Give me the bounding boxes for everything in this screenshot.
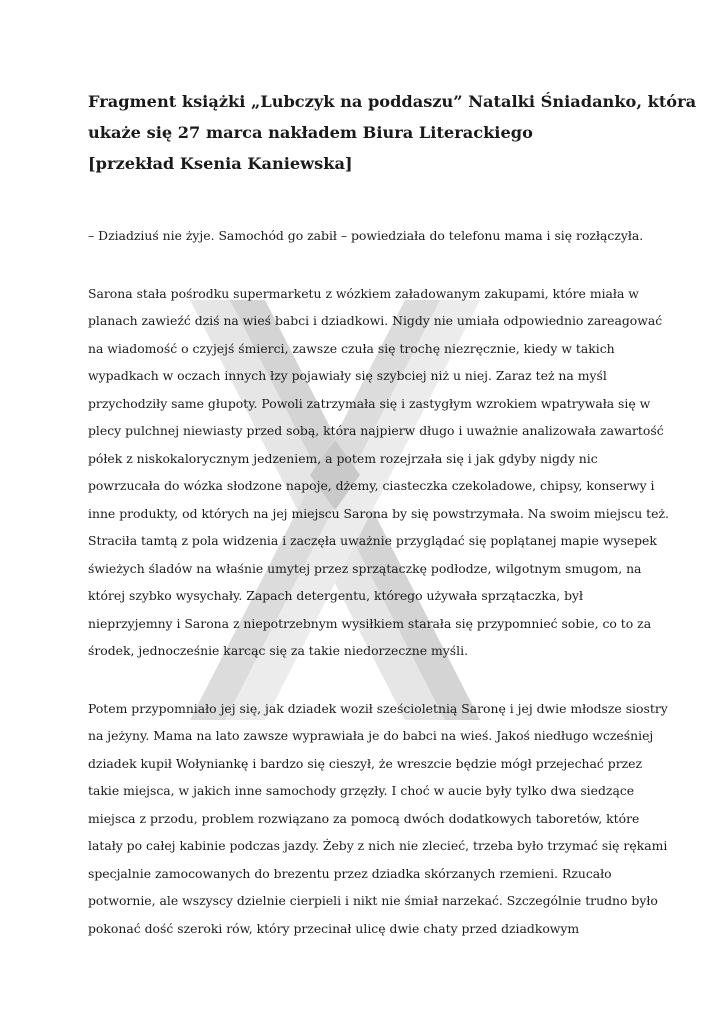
text-line: specjalnie zamocowanych do brezentu przez dziadka skórzanych rzemieni. Rzucało <box>88 865 612 881</box>
text-line: plecy pulchnej niewiasty przed sobą, która najpierw długo i uważnie analizowała zawartość <box>88 423 664 438</box>
title-line: ukaże się 27 marca nakładem Biura Literackiego <box>88 123 533 142</box>
paragraph-3 <box>88 695 668 943</box>
text-line: nieprzyjemny i Sarona z niepotrzebnym wysiłkiem starała się przypomnieć sobie, co to za <box>88 615 652 631</box>
text-line: Potem przypomniało jej się, jak dziadek woził sześcioletnią Saronę i jej dwie młodsze siostry <box>88 700 668 716</box>
text-line: potwornie, ale wszyscy dzielnie cierpieli i nikt nie śmiał narzekać. Szczególnie trudno było <box>88 893 658 908</box>
document-title <box>88 86 697 179</box>
document-page <box>88 86 697 942</box>
text-line: miejsca z przodu, problem rozwiązano za pomocą dwóch dodatkowych taboretów, które <box>88 810 640 826</box>
text-line: Straciła tamtą z pola widzenia i zaczęła uważnie przyglądać się poplątanej mapie wysepek <box>88 533 657 548</box>
text-line: środek, jednocześnie karcąc się za takie niedorzeczne myśli. <box>88 643 469 658</box>
text-line: inne produkty, od których na jej miejscu Sarona by się powstrzymała. Na swoim miejscu też. <box>88 505 669 521</box>
text-line: przychodziły same głupoty. Powoli zatrzymała się i zastygłym wzrokiem wpatrywała się w <box>88 395 651 411</box>
text-line: świeżych śladów na właśnie umytej przez sprzątaczkę podłodze, wilgotnym smugom, na <box>88 560 642 576</box>
text-line: półek z niskokalorycznym jedzeniem, a potem rozejrzała się i jak gdyby nigdy nic <box>88 450 598 466</box>
text-line: powrzucała do wózka słodzone napoje, dżemy, ciasteczka czekoladowe, chipsy, konserwy i <box>88 478 655 493</box>
text-line: – Dziadziuś nie żyje. Samochód go zabił – powiedziała do telefonu mama i się rozłączyła. <box>88 228 644 243</box>
title-line: [przekład Ksenia Kaniewska] <box>88 154 353 173</box>
text-line: takie miejsca, w jakich inne samochody grzęzły. I choć w aucie były tylko dwa siedzące <box>88 783 635 798</box>
paragraph-2 <box>88 280 669 665</box>
text-line: Sarona stała pośrodku supermarketu z wózkiem załadowanym zakupami, które miała w <box>88 285 639 301</box>
text-line: latały po całej kabinie podczas jazdy. Żeby z nich nie zlecieć, trzeba było trzymać się rękami <box>88 838 668 853</box>
text-line: której szybko wysychały. Zapach detergentu, którego używała sprzątaczka, był <box>88 588 584 603</box>
paragraph-1 <box>88 222 648 250</box>
text-line: pokonać dość szeroki rów, który przecinał ulicę dwie chaty przed dziadkowym <box>88 920 580 936</box>
text-line: na jeżyny. Mama na lato zawsze wyprawiała je do babci na wieś. Jakoś niedługo wcześniej <box>88 728 654 743</box>
text-line: dziadek kupił Wołyniankę i bardzo się cieszył, że wreszcie będzie mógł przejechać przez <box>88 755 643 771</box>
text-line: wypadkach w oczach innych łzy pojawiały się szybciej niż u niej. Zaraz też na myśl <box>88 368 607 383</box>
text-line: planach zawieźć dziś na wieś babci i dziadkowi. Nigdy nie umiała odpowiednio zareagować <box>88 313 663 328</box>
text-line: na wiadomość o czyjejś śmierci, zawsze czuła się trochę niezręcznie, kiedy w takich <box>88 340 615 356</box>
title-line: Fragment książki „Lubczyk na poddaszu” Natalki Śniadanko, która <box>88 92 697 111</box>
